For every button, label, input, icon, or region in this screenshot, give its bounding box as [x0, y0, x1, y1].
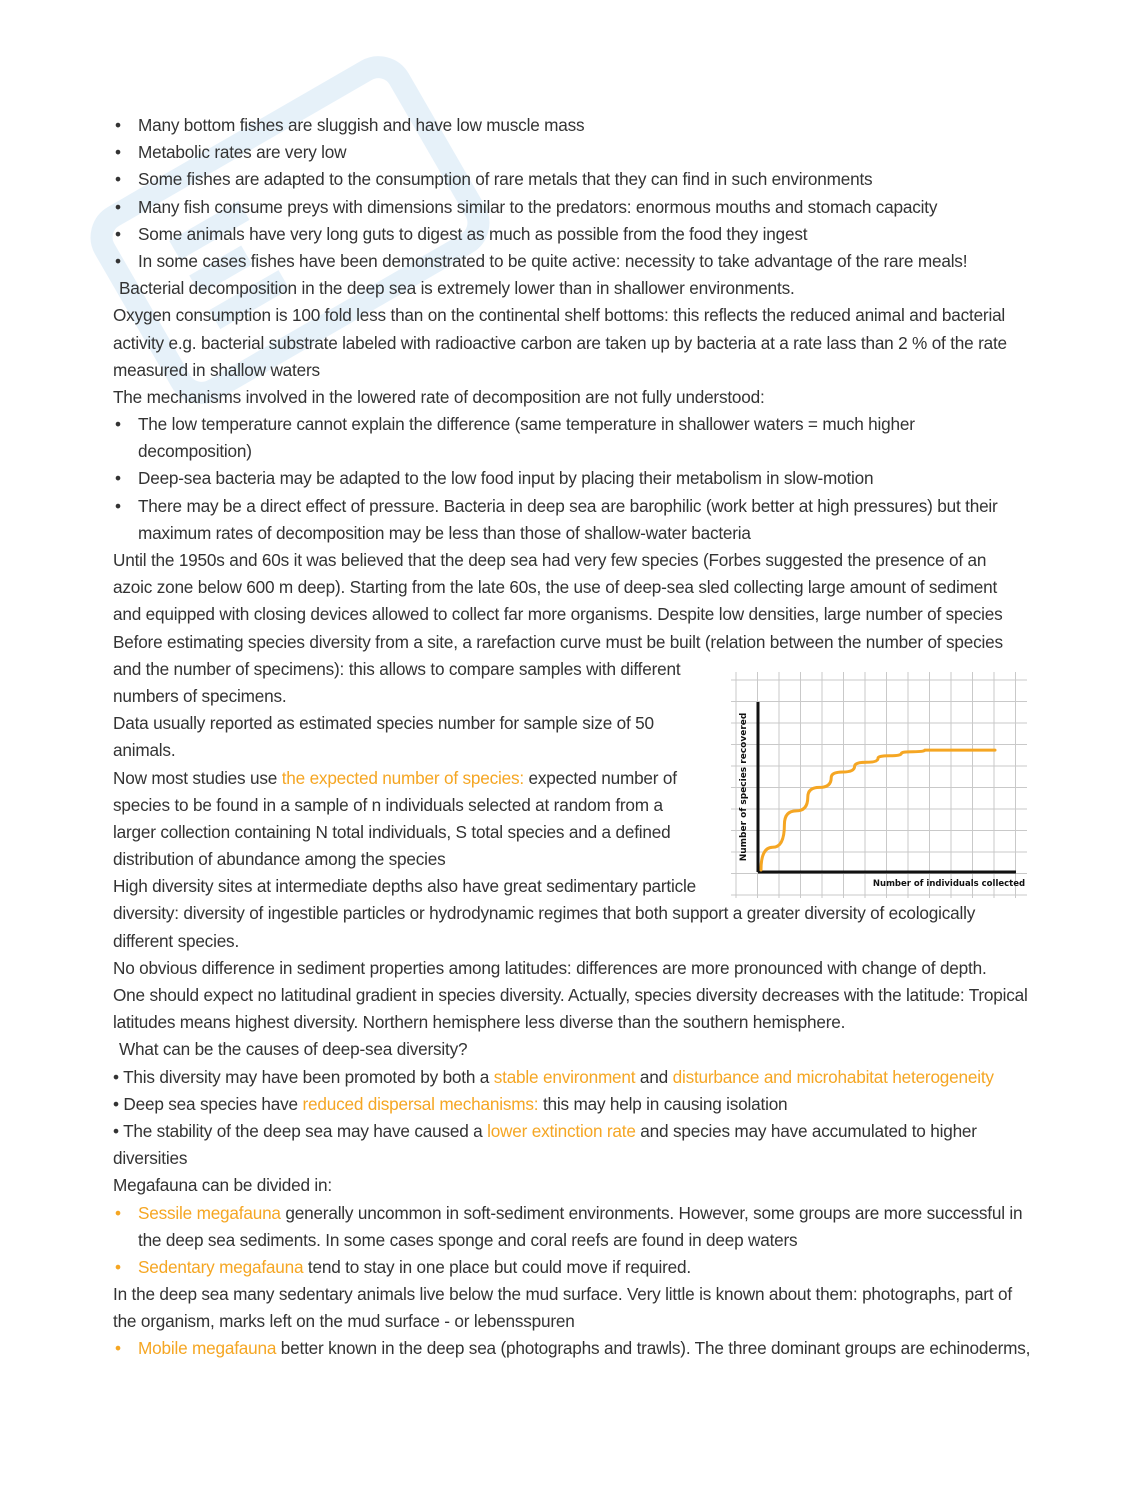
paragraph-rarefaction-line: Before estimating species diversity from a site, a rarefaction curve must be built (relation between the number of species: [113, 631, 1003, 652]
list-item: • Deep-sea bacteria may be adapted to the low food input by placing their metabolism in slow-motion: [113, 465, 1033, 492]
text-run: and species may have accumulated to higher: [635, 1120, 977, 1141]
cause-item-continued: diversities: [113, 1148, 188, 1169]
bullet-dot: •: [113, 1120, 124, 1141]
paragraph-bacterial: Bacterial decomposition in the deep sea is extremely lower than in shallower environments.: [119, 278, 795, 299]
paragraph-expected-line: species to be found in a sample of n individuals selected at random from a: [113, 794, 663, 815]
highlight-term: Mobile megafauna: [138, 1338, 277, 1359]
megafauna-item-sessile: [113, 1200, 1033, 1227]
highlight-term: disturbance and microhabitat heterogeneity: [672, 1066, 994, 1087]
paragraph-sedentary-line: the organism, marks left on the mud surface - or lebensspuren: [113, 1311, 575, 1332]
highlight-term: Sessile megafauna: [138, 1202, 281, 1223]
bullet-dot: •: [113, 1093, 124, 1114]
text-run: Deep sea species have: [123, 1093, 303, 1114]
highlight-term: reduced dispersal mechanisms:: [302, 1093, 539, 1114]
paragraph-1950s-line: Until the 1950s and 60s it was believed that the deep sea had very few species (Forbes suggested the presence of an: [113, 550, 987, 570]
megafauna-item-mobile: [113, 1335, 1033, 1362]
chart-grid: [731, 672, 1027, 898]
megafauna-item-sedentary: [113, 1254, 1033, 1281]
list-item-continued: maximum rates of decomposition may be less than those of shallow-water bacteria: [138, 522, 751, 543]
paragraph-expected-line: larger collection containing N total individuals, S total species and a defined: [113, 821, 671, 842]
paragraph-oxygen-line: measured in shallow waters: [113, 359, 320, 380]
paragraph-expected-line: distribution of abundance among the species: [113, 849, 446, 870]
paragraph-oxygen-line: Oxygen consumption is 100 fold less than on the continental shelf bottoms: this reflects the reduced animal and bacterial: [113, 305, 1006, 326]
highlight-term: lower extinction rate: [487, 1120, 636, 1141]
paragraph-mechanisms: The mechanisms involved in the lowered rate of decomposition are not fully understood:: [113, 386, 765, 407]
cause-item: [113, 1118, 1033, 1145]
paragraph-sedentary-line: In the deep sea many sedentary animals live below the mud surface. Very little is known about them: photographs, part of: [113, 1284, 1012, 1305]
y-axis-label: Number of species recovered: [739, 712, 749, 862]
text-run: and: [635, 1066, 673, 1087]
list-item: • Many bottom fishes are sluggish and have low muscle mass: [113, 112, 1033, 139]
paragraph-data-line: animals.: [113, 740, 176, 761]
cause-item: [113, 1064, 1033, 1091]
text-run: The stability of the deep sea may have caused a: [123, 1120, 488, 1141]
list-item: • The low temperature cannot explain the difference (same temperature in shallower waters = much higher: [113, 411, 1033, 438]
highlight-term: the expected number of species:: [281, 767, 524, 788]
paragraph-latitude-line: No obvious difference in sediment properties among latitudes: differences are more pronounced with change of depth.: [113, 957, 987, 978]
paragraph-latitude-line: latitudes means highest diversity. Northern hemisphere less diverse than the southern hemisphere.: [113, 1012, 846, 1033]
list-item: • In some cases fishes have been demonstrated to be quite active: necessity to take advantage of the rare meals!: [113, 248, 1033, 275]
text-run: This diversity may have been promoted by both a: [123, 1066, 494, 1087]
paragraph-1950s-line: and equipped with closing devices allowed to collect far more organisms. Despite low densities, large number of species: [113, 604, 1003, 625]
text-run: expected number of: [523, 767, 677, 788]
list-item: • Metabolic rates are very low: [113, 139, 1033, 166]
paragraph-high-line: different species.: [113, 930, 240, 951]
chart-svg: [731, 672, 1027, 898]
paragraph-oxygen-line: activity e.g. bacterial substrate labeled with radioactive carbon are taken up by bacteria at a rate lass than 2 % of the rate: [113, 332, 1007, 353]
highlight-term: stable environment: [493, 1066, 636, 1087]
question-heading: What can be the causes of deep-sea diversity?: [119, 1039, 468, 1060]
list-item: • Many fish consume preys with dimensions similar to the predators: enormous mouths and stomach capacity: [113, 194, 1033, 221]
cause-item: [113, 1091, 1033, 1118]
text-run: generally uncommon in soft-sediment environments. However, some groups are more successful in: [280, 1202, 1023, 1223]
list-item-continued: decomposition): [138, 441, 252, 462]
paragraph-high-line: High diversity sites at intermediate depths also have great sedimentary particle: [113, 876, 696, 897]
paragraph-1950s-line: azoic zone below 600 m deep). Starting from the late 60s, the use of deep-sea sled collecting large amount of sediment: [113, 577, 998, 598]
text-run: tend to stay in one place but could move if required.: [303, 1256, 691, 1277]
paragraph-data-line: Data usually reported as estimated species number for sample size of 50: [113, 713, 654, 734]
rarefaction-chart: [731, 672, 1027, 898]
list-item: • There may be a direct effect of pressure. Bacteria in deep sea are barophilic (work better at high pressures) but their: [113, 493, 1033, 520]
bullet-dot: •: [113, 1066, 124, 1087]
paragraph-high-line: diversity: diversity of ingestible particles or hydrodynamic regimes that both support a greater diversity of ecologically: [113, 903, 976, 924]
list-item: • Some animals have very long guts to digest as much as possible from the food they ingest: [113, 221, 1033, 248]
text-run: better known in the deep sea (photographs and trawls). The three dominant groups are echinoderms,: [276, 1338, 1031, 1359]
list-item: • Some fishes are adapted to the consumption of rare metals that they can find in such environments: [113, 166, 1033, 193]
x-axis-label: Number of individuals collected: [872, 879, 1026, 889]
paragraph-rarefaction-line: numbers of specimens.: [113, 685, 287, 706]
text-run: Now most studies use: [113, 767, 282, 788]
text-run: this may help in causing isolation: [538, 1093, 788, 1114]
megafauna-intro: Megafauna can be divided in:: [113, 1175, 332, 1196]
paragraph-rarefaction-line: and the number of specimens): this allows to compare samples with different: [113, 658, 681, 679]
paragraph-latitude-line: One should expect no latitudinal gradient in species diversity. Actually, species diversity decreases with the latitude: Tropical: [113, 985, 1028, 1005]
highlight-term: Sedentary megafauna: [138, 1256, 304, 1277]
list-item-continued: the deep sea sediments. In some cases sponge and coral reefs are found in deep waters: [138, 1229, 798, 1250]
